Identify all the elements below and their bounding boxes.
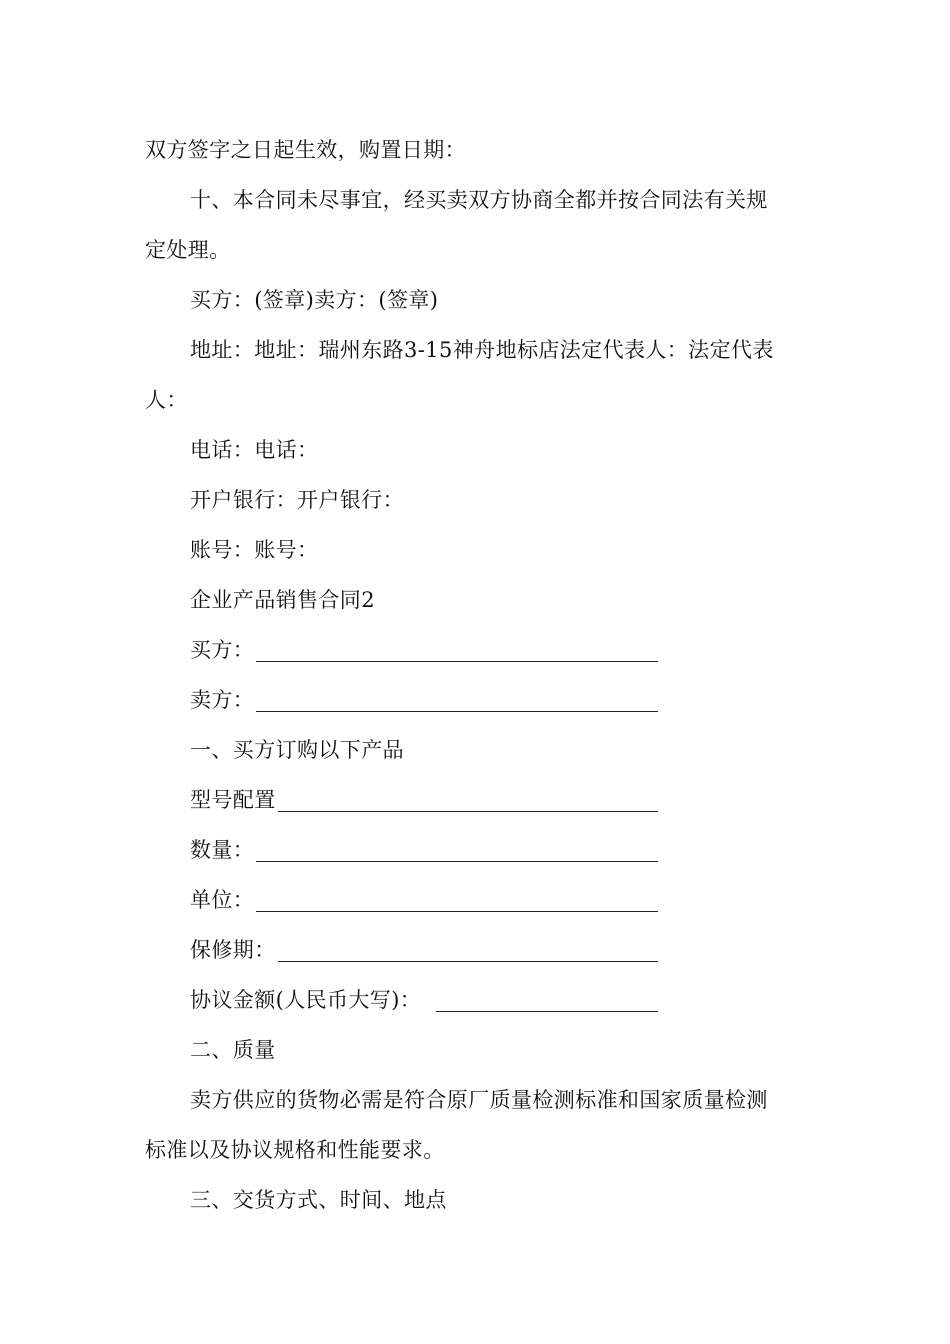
section-title-contract-2: 企业产品销售合同2 xyxy=(190,588,375,612)
text-line-effective-date: 双方签字之日起生效，购置日期： xyxy=(145,138,466,162)
model-blank xyxy=(278,785,658,815)
text-line-phone: 电话：电话： xyxy=(190,438,319,462)
text-line-address-cont: 人： xyxy=(145,388,188,412)
text-line-clause-ten: 十、本合同未尽事宜，经买卖双方协商全都并按合同法有关规 xyxy=(190,188,768,212)
section-heading-delivery: 三、交货方式、时间、地点 xyxy=(190,1188,447,1212)
text-line-quality: 卖方供应的货物必需是符合原厂质量检测标准和国家质量检测 xyxy=(190,1088,768,1112)
field-label-quantity: 数量： xyxy=(190,838,255,862)
quantity-blank xyxy=(256,835,658,865)
field-label-warranty: 保修期： xyxy=(190,938,276,962)
field-label-amount: 协议金额(人民币大写)： xyxy=(190,988,422,1012)
section-heading-products: 一、买方订购以下产品 xyxy=(190,738,404,762)
field-label-buyer: 买方： xyxy=(190,638,255,662)
text-line-address: 地址：地址：瑞州东路3-15神舟地标店法定代表人：法定代表 xyxy=(190,338,774,362)
seller-blank xyxy=(256,685,658,715)
amount-blank xyxy=(436,985,658,1015)
text-line-account: 账号：账号： xyxy=(190,538,319,562)
field-label-unit: 单位： xyxy=(190,888,255,912)
text-line-clause-ten-cont: 定处理。 xyxy=(145,238,231,262)
field-label-seller: 卖方： xyxy=(190,688,255,712)
text-line-bank: 开户银行：开户银行： xyxy=(190,488,404,512)
field-label-model: 型号配置 xyxy=(190,788,276,812)
unit-blank xyxy=(256,885,658,915)
text-line-signatures: 买方：(签章)卖方：(签章) xyxy=(190,288,439,312)
warranty-blank xyxy=(278,935,658,965)
text-line-quality-cont: 标准以及协议规格和性能要求。 xyxy=(145,1138,445,1162)
section-heading-quality: 二、质量 xyxy=(190,1038,276,1062)
buyer-blank xyxy=(256,635,658,665)
